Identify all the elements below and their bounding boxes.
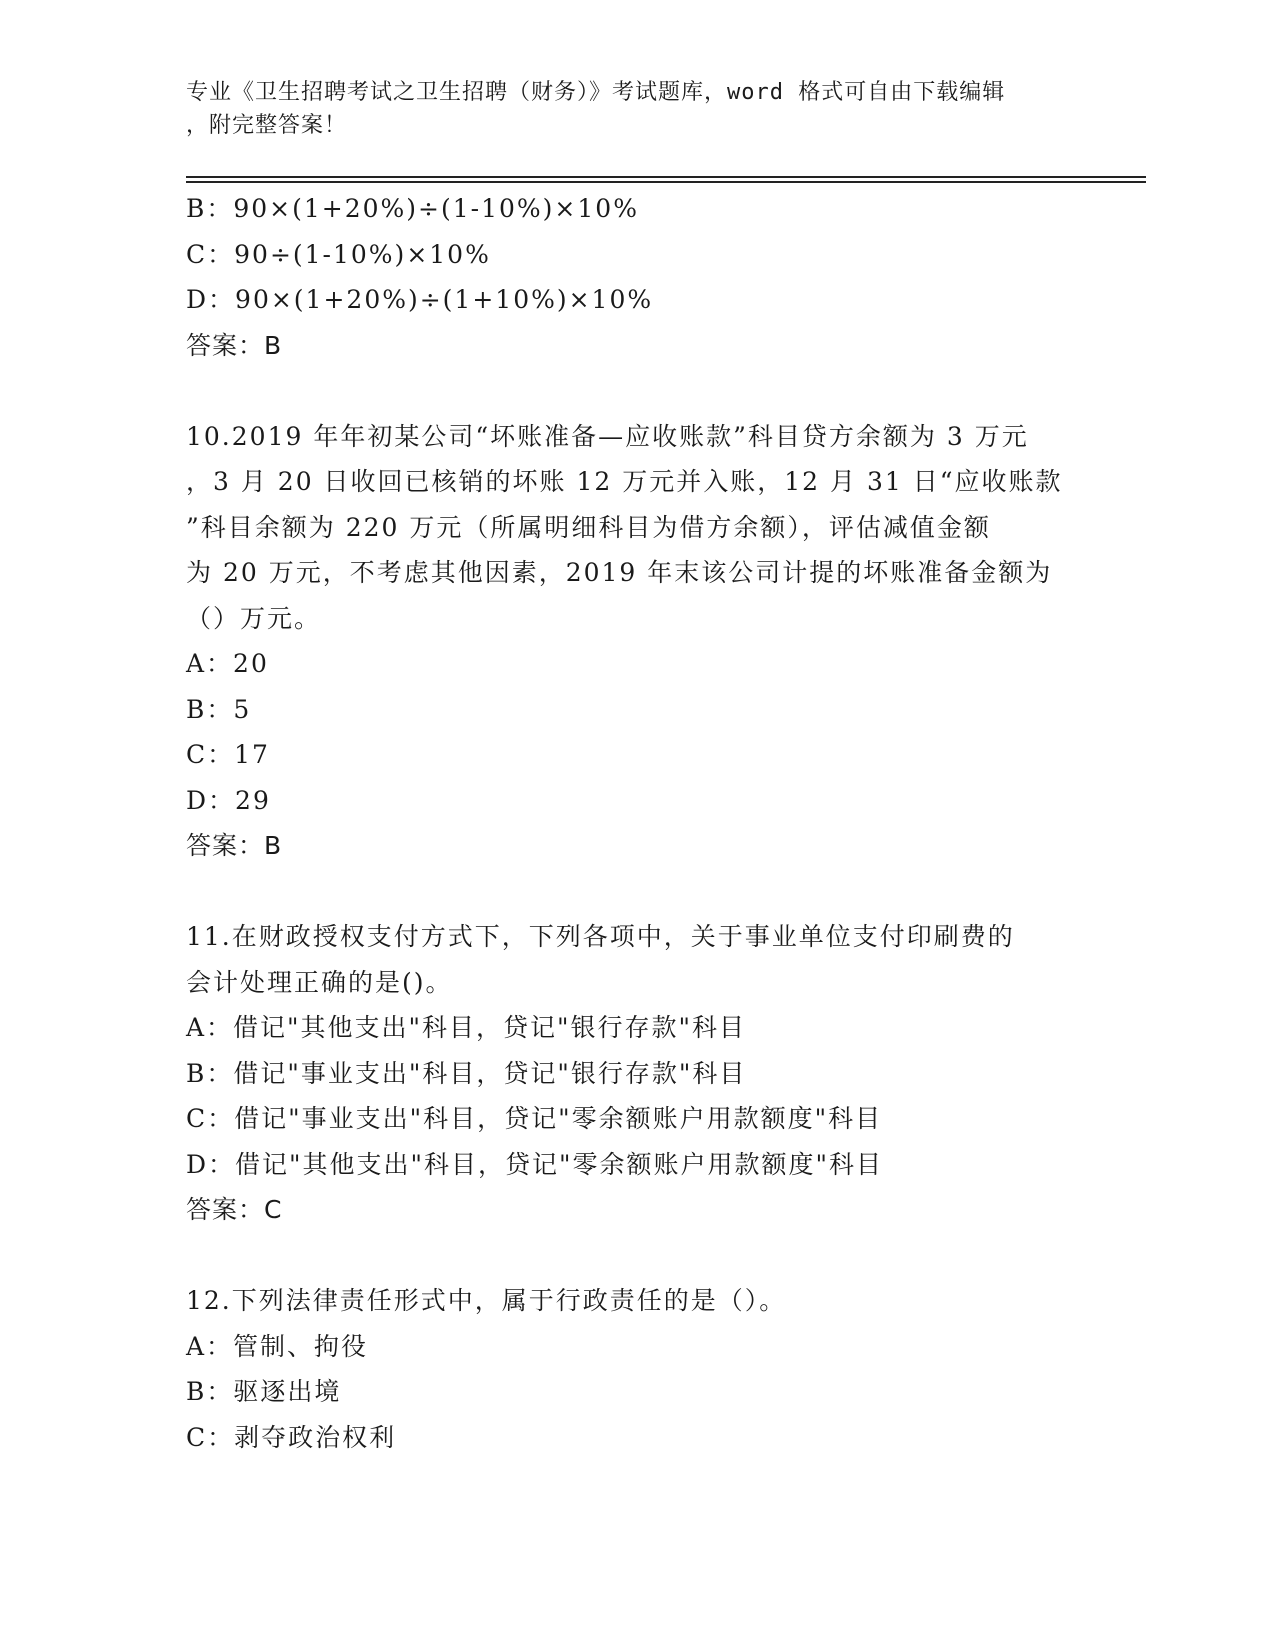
option-b: B：借记"事业支出"科目，贷记"银行存款"科目 <box>186 1058 747 1088</box>
question-text-line: ”科目余额为 220 万元（所属明细科目为借方余额），评估减值金额 <box>186 512 991 542</box>
question-text-line: 11.在财政授权支付方式下，下列各项中，关于事业单位支付印刷费的 <box>186 922 1015 951</box>
question-text-line: 会计处理正确的是()。 <box>186 967 453 997</box>
option-a: A：管制、拘役 <box>186 1331 369 1361</box>
option-c: C：剥夺政治权利 <box>186 1422 397 1452</box>
option-a: A：借记"其他支出"科目，贷记"银行存款"科目 <box>186 1013 747 1042</box>
question-text-line: 为 20 万元，不考虑其他因素，2019 年末该公司计提的坏账准备金额为 <box>186 558 1053 587</box>
question-text-line: 10.2019 年年初某公司“坏账准备—应收账款”科目贷方余额为 3 万元 <box>186 421 1029 451</box>
header-line-2: ，附完整答案！ <box>186 113 348 138</box>
spacer <box>186 368 1086 414</box>
option-d: D：借记"其他支出"科目，贷记"零余额账户用款额度"科目 <box>186 1149 884 1179</box>
option-d: D：29 <box>186 785 271 815</box>
answer: 答案：C <box>186 1195 283 1224</box>
option-b: B：5 <box>186 694 252 724</box>
option-c: C：借记"事业支出"科目，贷记"零余额账户用款额度"科目 <box>186 1104 883 1133</box>
option-d: D：90×(1+20%)÷(1+10%)×10% <box>186 285 654 314</box>
question-12 <box>186 1278 1086 1460</box>
answer: 答案：B <box>186 330 283 360</box>
option-b: B：90×(1+20%)÷(1-10%)×10% <box>186 194 639 223</box>
header-line-1: 专业《卫生招聘考试之卫生招聘（财务）》考试题库，word 格式可自由下载编辑 <box>186 80 1006 105</box>
option-a: A：20 <box>186 649 269 678</box>
question-text-line: （）万元。 <box>186 603 322 633</box>
option-c: C：90÷(1-10%)×10% <box>186 239 491 269</box>
document-header <box>186 76 1066 142</box>
question-11 <box>186 914 1086 1233</box>
spacer <box>186 869 1086 915</box>
answer: 答案：B <box>186 831 283 860</box>
document-body <box>186 186 1086 1460</box>
option-c: C：17 <box>186 740 270 769</box>
question-9-continued <box>186 186 1086 368</box>
spacer <box>186 1233 1086 1279</box>
question-text-line: 12.下列法律责任形式中，属于行政责任的是（）。 <box>186 1286 787 1315</box>
question-text-line: ，3 月 20 日收回已核销的坏账 12 万元并入账，12 月 31 日“应收账款 <box>186 467 1063 496</box>
question-10 <box>186 414 1086 869</box>
header-divider-bottom <box>186 181 1146 183</box>
option-b: B：驱逐出境 <box>186 1377 342 1406</box>
header-divider-top <box>186 176 1146 178</box>
